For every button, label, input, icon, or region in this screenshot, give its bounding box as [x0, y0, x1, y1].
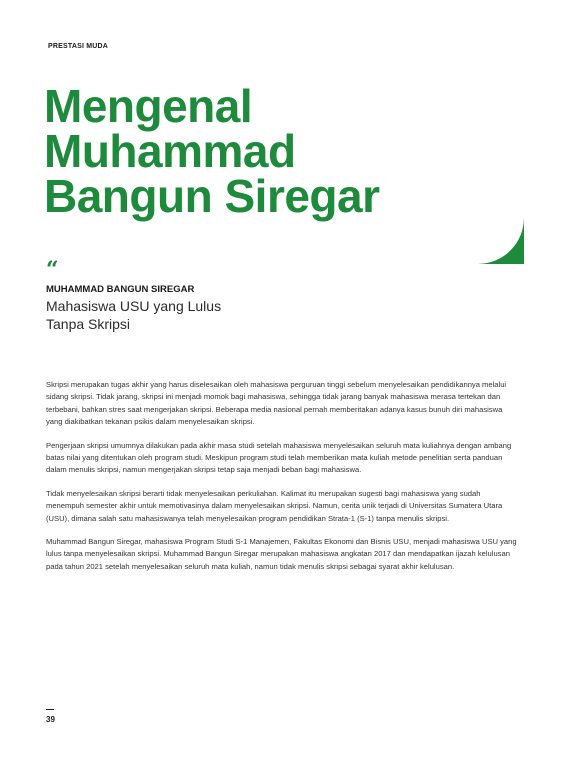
article-body: [46, 379, 518, 584]
person-name: MUHAMMAD BANGUN SIREGAR: [46, 284, 195, 295]
body-paragraph: Skripsi merupakan tugas akhir yang harus diselesaikan oleh mahasiswa perguruan tinggi sebelum menyelesaikan pendidikannya melalui sidang skripsi. Tidak jarang, skripsi ini menjadi momok bagi mahasiswa, sehingga tidak jarang banyak mahasiswa merasa tertekan dan terbebani, bahkan stres saat mengerjakan skripsi. Beberapa media nasional pernah memberitakan adanya kasus bunuh diri mahasiswa yang diakibatkan tekanan psikis dalam menyelesaikan skripsi.: [46, 380, 507, 427]
caption-line: Mahasiswa USU yang Lulus: [46, 298, 222, 314]
body-paragraph: Muhammad Bangun Siregar, mahasiswa Program Studi S-1 Manajemen, Fakultas Ekonomi dan Bisnis USU, menjadi mahasiswa USU yang lulus tanpa menyelesaikan skripsi. Muhammad Bangun Siregar merupakan mahasiswa angkatan 2017 dan mendapatkan ijazah kelulusan pada tahun 2021 setelah menyelesaikan seluruh mata kuliah, namun tidak menulis skripsi sebagai syarat akhir kelulusan.: [46, 537, 517, 571]
body-paragraph: Pengerjaan skripsi umumnya dilakukan pada akhir masa studi setelah mahasiswa menyelesaikan seluruh mata kuliahnya dengan ambang batas nilai yang ditentukan oleh program studi. Meskipun program studi telah memberikan mata kuliah metode penelitian serta panduan dalam menulis skripsi, namun mengerjakan skripsi tetap saja menjadi beban bagi mahasiswa.: [46, 440, 512, 475]
caption-line: Tanpa Skripsi: [46, 316, 131, 332]
footer-divider: [46, 709, 54, 710]
person-caption: [46, 297, 306, 333]
quote-mark-icon: “: [46, 257, 59, 283]
article-title: [44, 80, 514, 222]
title-line: Bangun Siregar: [44, 170, 380, 222]
body-paragraph: Tidak menyelesaikan skripsi berarti tidak menyelesaikan perkuliahan. Kalimat itu merupakan sugesti bagi mahasiswa yang sudah menempuh semester akhir untuk memotivasinya dalam menyelesaikan skripsi. Namun, cerita unik terjadi di Universitas Sumatera Utara (USU), dimana salah satu mahasiswanya telah menyelesaikan program pendidikan Strata-1 (S-1) tanpa menulis skripsi.: [46, 488, 503, 523]
page-number: 39: [46, 715, 55, 724]
section-label: PRESTASI MUDA: [48, 43, 109, 50]
title-line: Muhammad: [44, 125, 296, 177]
title-line: Mengenal: [44, 80, 253, 132]
decorative-arc-icon: [478, 218, 524, 264]
